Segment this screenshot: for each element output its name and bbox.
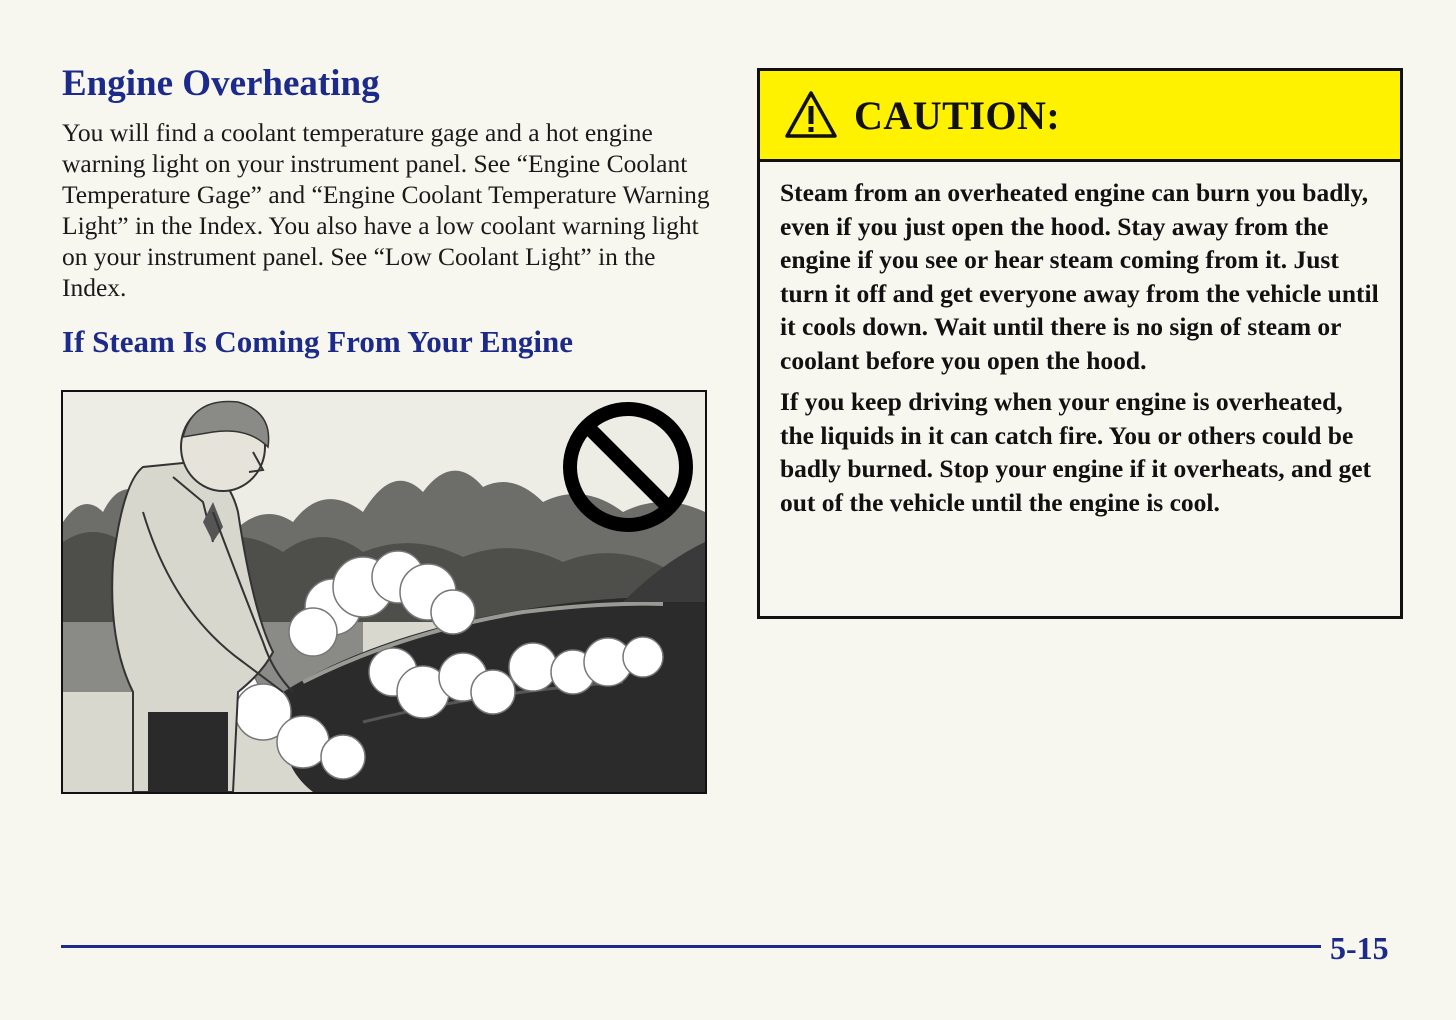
caution-title: CAUTION: xyxy=(854,92,1061,138)
caution-paragraph-2: If you keep driving when your engine is overheated, the liquids in it can catch fire. You or others could be badly burned. Stop your engine if it overheats, and get out of the vehicle until the engine is cool. xyxy=(780,387,1372,517)
warning-triangle-icon xyxy=(784,90,838,140)
caution-paragraph-1: Steam from an overheated engine can burn you badly, even if you just open the hood. Stay away from the engine if you see or hear steam coming from it. Just turn it off and get everyone away from the vehicle until it cools down. Wait until there is no sign of steam or coolant before you open the hood. xyxy=(780,178,1379,375)
section-subtitle: If Steam Is Coming From Your Engine xyxy=(62,324,573,359)
caution-box xyxy=(757,68,1403,619)
caution-body xyxy=(760,162,1400,519)
steam-engine-illustration xyxy=(61,390,707,794)
caution-header xyxy=(760,71,1400,162)
footer-rule xyxy=(61,945,1321,948)
page-title: Engine Overheating xyxy=(62,63,380,104)
page-number: 5-15 xyxy=(1330,930,1389,966)
illustration-drawing xyxy=(63,392,705,792)
intro-paragraph: You will find a coolant temperature gage and a hot engine warning light on your instrument panel. See “Engine Coolant Temperature Gage” and “Engine Coolant Temperature Warning Light” in the Index. You also have a low coolant warning light on your instrument panel. See “Low Coolant Light” in the Index. xyxy=(62,118,710,302)
